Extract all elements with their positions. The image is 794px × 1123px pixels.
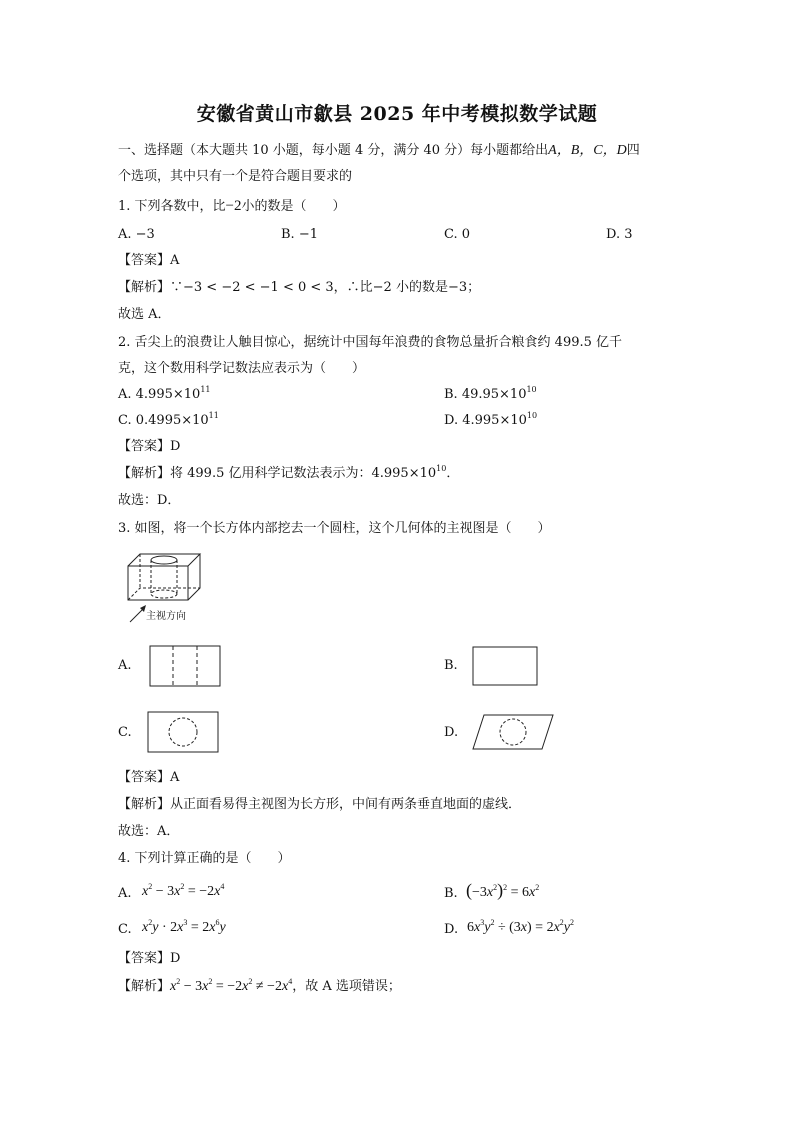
q4-option-c-formula: $x^2y \cdot 2x^3 = 2x^6y$	[142, 918, 226, 935]
q3-option-b-figure	[472, 646, 538, 686]
q2-stem-line2: 克，这个数用科学记数法应表示为（ ）	[118, 361, 366, 376]
q3-answer: 【答案】A	[118, 770, 180, 785]
q3-label-c: C.	[118, 725, 132, 740]
q2-option-a: A. $4.995\times 10^{11}$	[118, 385, 211, 402]
section-instructions: 一、选择题（本大题共 10 小题，每小题 4 分，满分 40 分）每小题都给出A，B，C，D四	[118, 143, 640, 158]
q4-stem: 4. 下列计算正确的是（ ）	[118, 851, 291, 866]
q3-option-d-figure	[472, 714, 554, 750]
q4-label-b: B.	[444, 886, 458, 901]
q1-analysis: 【解析】∵−3 < −2 < −1 < 0 < 3，∴比−2 小的数是−3；	[118, 280, 481, 295]
q4-analysis-formula: $x^2 - 3x^2 = -2x^2 \ne -2x^4$	[170, 977, 293, 994]
q2-answer: 【答案】D	[118, 439, 181, 454]
q2-option-c: C. $0.4995\times 10^{11}$	[118, 411, 219, 428]
q3-option-a-figure	[149, 645, 221, 687]
q3-stem: 3. 如图，将一个长方体内部挖去一个圆柱，这个几何体的主视图是（ ）	[118, 521, 551, 536]
q4-label-a: A.	[118, 886, 132, 901]
q1-stem: 1. 下列各数中，比−2小的数是（ ）	[118, 198, 346, 214]
exam-title: 安徽省黄山市歙县 2025 年中考模拟数学试题	[196, 103, 598, 125]
q1-answer: 【答案】A	[118, 253, 180, 268]
q2-stem-line1: 2. 舌尖上的浪费让人触目惊心，据统计中国每年浪费的食物总量折合粮食约 499.5 亿千	[118, 335, 623, 350]
q2-option-b: B. $49.95\times 10^{10}$	[444, 385, 537, 402]
q1-option-c: C. 0	[444, 227, 471, 242]
q3-label-b: B.	[444, 658, 458, 673]
q4-option-b-formula: $(-3x^2)^2 = 6x^2$	[466, 880, 540, 900]
section-instructions-line2: 个选项，其中只有一个是符合题目要求的	[118, 169, 353, 184]
q1-option-d: D. 3	[606, 227, 633, 242]
q1-conclusion: 故选 A．	[118, 307, 171, 322]
q4-answer: 【答案】D	[118, 951, 181, 966]
q3-conclusion: 故选：A．	[118, 824, 180, 839]
q4-analysis: 【解析】$x^2 - 3x^2 = -2x^2 \ne -2x^4$，故 A 选项错误；	[118, 977, 401, 994]
q1-option-b: B. −1	[281, 227, 318, 242]
q1-option-a: A. −3	[118, 227, 155, 242]
q3-label-d: D.	[444, 725, 459, 740]
view-direction-label: 主视方向	[146, 611, 186, 622]
q2-conclusion: 故选：D．	[118, 493, 181, 508]
q2-analysis: 【解析】将 499.5 亿用科学记数法表示为：$4.995\times 10^{10}$．	[118, 464, 460, 481]
q4-label-d: D.	[444, 922, 459, 937]
q3-analysis: 【解析】从正面看易得主视图为长方形，中间有两条垂直地面的虚线．	[118, 797, 522, 812]
q2-option-d: D. $4.995\times 10^{10}$	[444, 411, 538, 428]
q3-option-c-figure	[147, 711, 219, 753]
q3-label-a: A.	[118, 658, 132, 673]
option-letters: A，B，C，D	[548, 143, 627, 158]
q4-label-c: C.	[118, 922, 132, 937]
q4-option-d-formula: $6x^3y^2 \div (3x) = 2x^2y^2$	[467, 918, 575, 935]
q4-option-a-formula: $x^2 - 3x^2 = -2x^4$	[142, 882, 225, 899]
